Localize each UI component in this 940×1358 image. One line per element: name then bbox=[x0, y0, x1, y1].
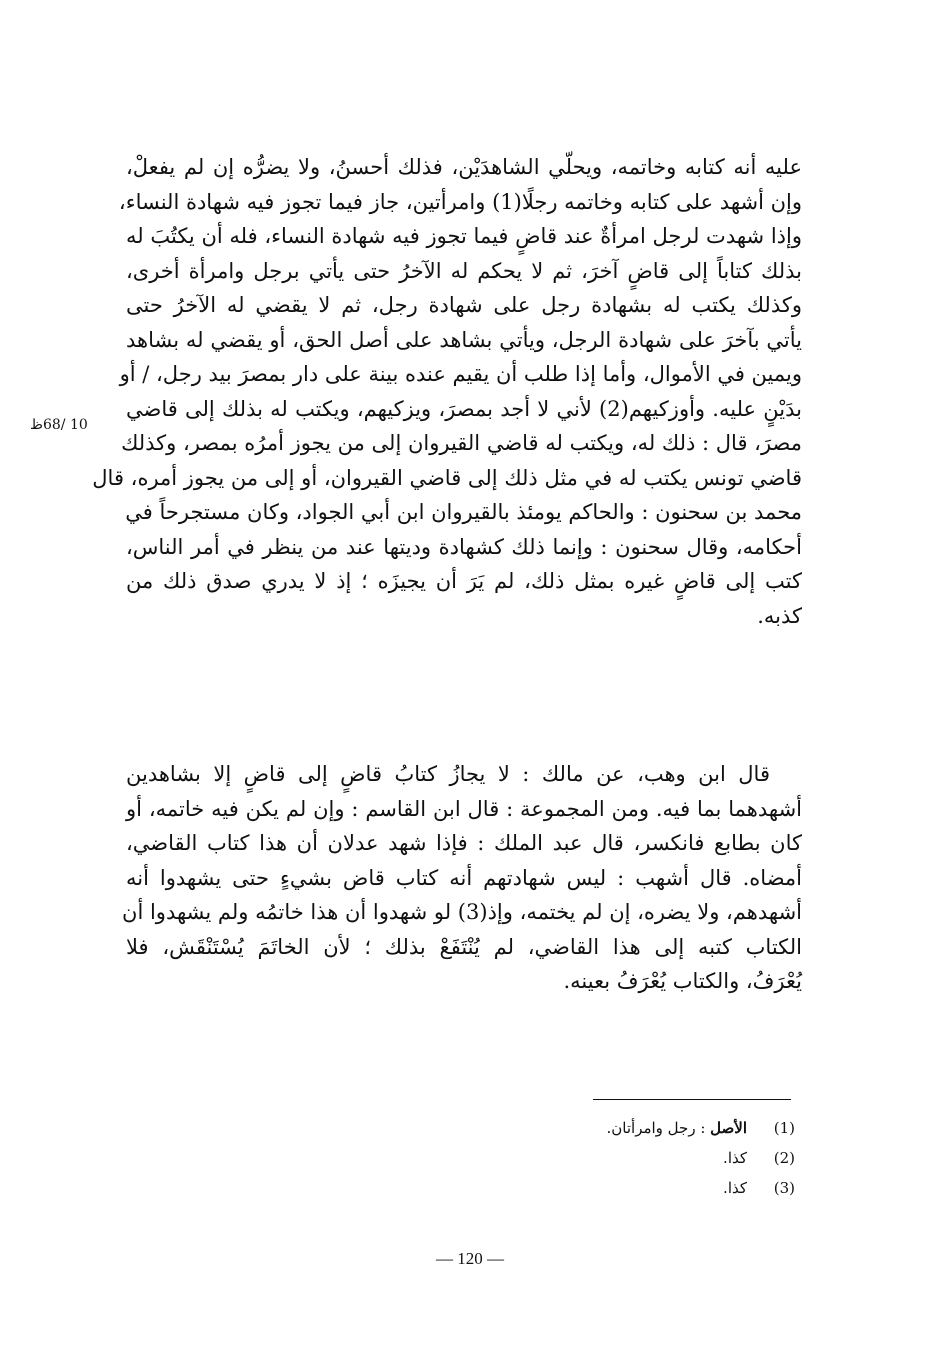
footnote-divider bbox=[593, 1099, 791, 1100]
footnote-number: (2) bbox=[773, 1149, 795, 1167]
text-line: وإذا شهدت لرجل امرأةٌ عند قاضٍ فيما تجوز فيه شهادة النساء، فله أن يكتُبَ له bbox=[126, 224, 802, 248]
footnote-item bbox=[520, 1173, 795, 1203]
text-line: أحكامه، وقال سحنون : وإنما ذلك كشهادة وديتها عند من ينظر في أمر الناس، bbox=[126, 534, 802, 559]
text-line: قال ابن وهب، عن مالك : لا يجازُ كتابُ قاضٍ إلى قاضٍ إلا بشاهدين bbox=[126, 762, 770, 786]
text-line: وإن أشهد على كتابه وخاتمه رجلًا(1) وامرأتين، جاز فيما تجوز فيه شهادة النساء، bbox=[118, 189, 802, 214]
text-line: وكذلك يكتب له بشهادة رجل على شهادة رجل، ثم لا يقضي له الآخرُ حتى bbox=[126, 293, 802, 317]
footnotes bbox=[520, 1113, 795, 1203]
footnote-number: (1) bbox=[773, 1119, 795, 1137]
text-line: يُعْرَفُ، والكتاب يُعْرَفُ بعينه. bbox=[563, 969, 802, 993]
text-line: ويمين في الأموال، وأما إذا طلب أن يقيم عنده بينة على دار بمصرَ بيد رجل، / أو bbox=[119, 362, 802, 386]
text-line: كتب إلى قاضٍ غيره بمثل ذلك، لم يَرَ أن يجيزَه ؛ إذ لا يدري صدق ذلك من bbox=[126, 569, 802, 593]
footnote-item bbox=[520, 1143, 795, 1173]
text-line: كان بطابع فانكسر، قال عبد الملك : فإذا شهد عدلان أن هذا كتاب القاضي، bbox=[126, 831, 802, 855]
text-line: بدَيْنٍ عليه. وأوزكيهم(2) لأني لا أجد بمصرَ، ويزكيهم، ويكتب له بذلك إلى قاضي bbox=[126, 396, 802, 421]
paragraph-one bbox=[92, 150, 802, 633]
text-line: محمد بن سحنون : والحاكم يومئذ بالقيروان ابن أبي الجواد، وكان مستجرحاً في bbox=[125, 500, 802, 524]
manuscript-folio-note: 10 /68ظ bbox=[30, 417, 88, 433]
text-line: مصرَ، قال : ذلك له، ويكتب له قاضي القيروان إلى من يجوز أمرُه بمصر، وكذلك bbox=[121, 431, 802, 455]
text-line: قاضي تونس يكتب له في مثل ذلك إلى قاضي القيروان، أو إلى من يجوز أمره، قال bbox=[92, 465, 802, 490]
footnote-text bbox=[607, 1113, 756, 1143]
footnote-label: الأصل bbox=[710, 1119, 747, 1137]
text-line: كذبه. bbox=[757, 603, 802, 628]
footnote-body: كذا. bbox=[723, 1149, 747, 1167]
page-number: — 120 — bbox=[436, 1249, 504, 1268]
text-line: بذلك كتاباً إلى قاضٍ آخرَ، ثم لا يحكم له الآخرُ حتى يأتي برجل وامرأة أخرى، bbox=[126, 258, 802, 283]
text-line: أشهدهم، ولا يضره، إن لم يختمه، وإذ(3) لو شهدوا أن هذا خاتمُه ولم يشهدوا أن bbox=[122, 900, 802, 924]
text-line: أشهدهما بما فيه. ومن المجموعة : قال ابن القاسم : وإن لم يكن فيه خاتمه، أو bbox=[126, 796, 802, 821]
text-line: أمضاه. قال أشهب : ليس شهادتهم أنه كتاب قاض بشيءٍ حتى يشهدوا أنه bbox=[126, 865, 802, 890]
paragraph-two bbox=[122, 757, 802, 999]
footnote-number: (3) bbox=[773, 1179, 795, 1197]
footnote-item bbox=[520, 1113, 795, 1143]
footnote-body: : رجل وامرأتان. bbox=[606, 1119, 706, 1137]
footnote-body: كذا. bbox=[723, 1179, 747, 1197]
text-line: عليه أنه كتابه وخاتمه، ويحلّي الشاهدَيْن، فذلك أحسنُ، ولا يضرُّه إن لم يفعلْ، bbox=[126, 155, 802, 179]
text-line: يأتي بآخرَ على شهادة الرجل، ويأتي بشاهد على أصل الحق، أو يقضي له بشاهد bbox=[126, 327, 802, 352]
text-line: الكتاب كتبه إلى هذا القاضي، لم يُنْتَفَعْ بذلك ؛ لأن الخاتَمَ يُسْتَنْقَش، فلا bbox=[126, 934, 802, 959]
